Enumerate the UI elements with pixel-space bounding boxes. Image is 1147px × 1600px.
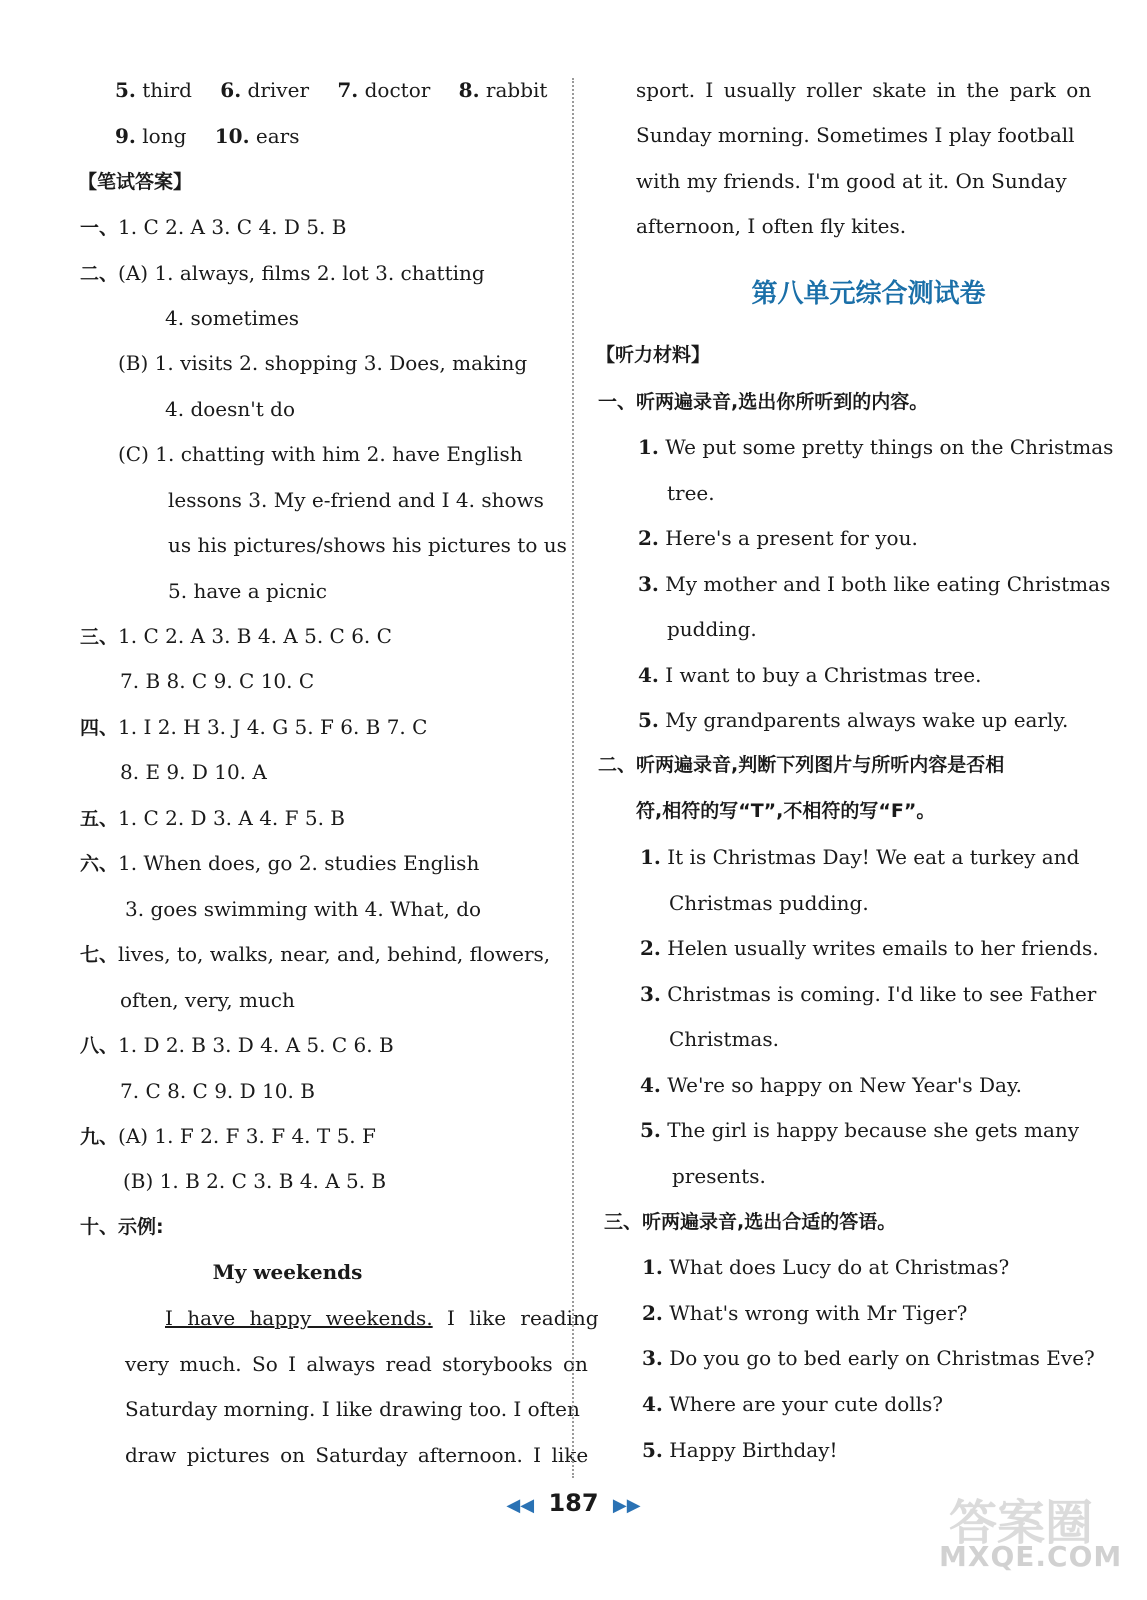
section-2-c: (C) 1. chatting with him 2. have English — [118, 442, 523, 466]
essay-title: My weekends — [212, 1260, 363, 1284]
section-7-line2: often, very, much — [120, 988, 295, 1012]
section-7: 七、lives, to, walks, near, and, behind, flowers, — [80, 942, 551, 966]
q2-item-1: 1. It is Christmas Day! We eat a turkey and — [640, 845, 1080, 869]
section-8: 八、1. D 2. B 3. D 4. A 5. C 6. B — [80, 1033, 394, 1057]
section-2-b: (B) 1. visits 2. shopping 3. Does, making — [118, 351, 528, 375]
section-6-line2: 3. goes swimming with 4. What, do — [125, 897, 482, 921]
answer-line: 9. long 10. ears — [115, 124, 300, 148]
section-2-a-line2: 4. sometimes — [165, 306, 300, 330]
q3-heading: 三、听两遍录音,选出合适的答语。 — [604, 1211, 897, 1233]
q2-item-5-cont: presents. — [672, 1164, 766, 1188]
q1-item-1: 1. We put some pretty things on the Christmas — [638, 435, 1114, 459]
q1-item-3-cont: pudding. — [667, 617, 757, 641]
section-4: 四、1. I 2. H 3. J 4. G 5. F 6. B 7. C — [80, 715, 428, 739]
section-2-a: 二、(A) 1. always, films 2. lot 3. chatting — [80, 261, 485, 285]
essay-line-1: I have happy weekends. I like reading — [165, 1306, 599, 1330]
section-9-b: (B) 1. B 2. C 3. B 4. A 5. B — [123, 1169, 387, 1193]
q3-item-5: 5. Happy Birthday! — [642, 1438, 838, 1462]
q2-item-4: 4. We're so happy on New Year's Day. — [640, 1073, 1022, 1097]
q2-item-3-cont: Christmas. — [669, 1027, 779, 1051]
section-6: 六、1. When does, go 2. studies English — [80, 851, 480, 875]
q2-heading-2: 符,相符的写“T”,不相符的写“F”。 — [636, 800, 936, 822]
essay-line-2: very much. So I always read storybooks on — [125, 1352, 588, 1376]
q3-item-1: 1. What does Lucy do at Christmas? — [642, 1255, 1010, 1279]
essay-line-4: draw pictures on Saturday afternoon. I like — [125, 1443, 589, 1467]
q2-item-2: 2. Helen usually writes emails to her friends. — [640, 936, 1099, 960]
q3-item-4: 4. Where are your cute dolls? — [642, 1392, 944, 1416]
essay-cont-line-2: Sunday morning. Sometimes I play football — [636, 123, 1075, 147]
q3-item-3: 3. Do you go to bed early on Christmas Eve? — [642, 1346, 1095, 1370]
section-5: 五、1. C 2. D 3. A 4. F 5. B — [80, 806, 345, 830]
essay-cont-line-3: with my friends. I'm good at it. On Sunday — [636, 169, 1067, 193]
section-8-line2: 7. C 8. C 9. D 10. B — [120, 1079, 315, 1103]
watermark-text: MXQE.COM — [939, 1540, 1123, 1573]
watermark-cn: 答案圈 — [949, 1495, 1094, 1551]
answer-line: 5. third 6. driver 7. doctor 8. rabbit — [115, 78, 548, 102]
section-2-b-line2: 4. doesn't do — [165, 397, 295, 421]
q2-heading-1: 二、听两遍录音,判断下列图片与所听内容是否相 — [598, 754, 1005, 776]
q2-item-1-cont: Christmas pudding. — [669, 891, 869, 915]
q2-item-3: 3. Christmas is coming. I'd like to see Father — [640, 982, 1097, 1006]
q1-item-3: 3. My mother and I both like eating Christmas — [638, 572, 1111, 596]
q1-item-2: 2. Here's a present for you. — [638, 526, 918, 550]
section-4-line2: 8. E 9. D 10. A — [120, 760, 267, 784]
column-divider — [572, 78, 574, 1478]
q1-item-1-cont: tree. — [667, 481, 715, 505]
q1-heading: 一、听两遍录音,选出你所听到的内容。 — [598, 391, 929, 413]
q3-item-2: 2. What's wrong with Mr Tiger? — [642, 1301, 968, 1325]
essay-line-3: Saturday morning. I like drawing too. I often — [125, 1397, 580, 1421]
q1-item-5: 5. My grandparents always wake up early. — [638, 708, 1069, 732]
section-10-label: 十、示例: — [80, 1216, 164, 1238]
page-number: 187 — [548, 1489, 599, 1517]
section-2-c-line3: us his pictures/shows his pictures to us — [168, 533, 567, 557]
section-9-a: 九、(A) 1. F 2. F 3. F 4. T 5. F — [80, 1124, 376, 1148]
section-2-c-line4: 5. have a picnic — [168, 579, 327, 603]
q2-item-5: 5. The girl is happy because she gets many — [640, 1118, 1080, 1142]
listening-header: 【听力材料】 — [596, 344, 711, 366]
section-2-c-line2: lessons 3. My e-friend and I 4. shows — [168, 488, 544, 512]
essay-cont-line-1: sport. I usually roller skate in the park on — [636, 78, 1092, 102]
section-1: 一、1. C 2. A 3. C 4. D 5. B — [80, 215, 347, 239]
unit-title: 第八单元综合测试卷 — [751, 279, 986, 309]
essay-cont-line-4: afternoon, I often fly kites. — [636, 214, 907, 238]
watermark-logo — [929, 1480, 1123, 1590]
section-3: 三、1. C 2. A 3. B 4. A 5. C 6. C — [80, 624, 392, 648]
written-answers-header: 【笔试答案】 — [78, 171, 193, 193]
next-page-icon[interactable]: ▶▶ — [612, 1495, 641, 1516]
section-3-line2: 7. B 8. C 9. C 10. C — [120, 669, 315, 693]
q1-item-4: 4. I want to buy a Christmas tree. — [638, 663, 982, 687]
prev-page-icon[interactable]: ◀◀ — [506, 1495, 535, 1516]
